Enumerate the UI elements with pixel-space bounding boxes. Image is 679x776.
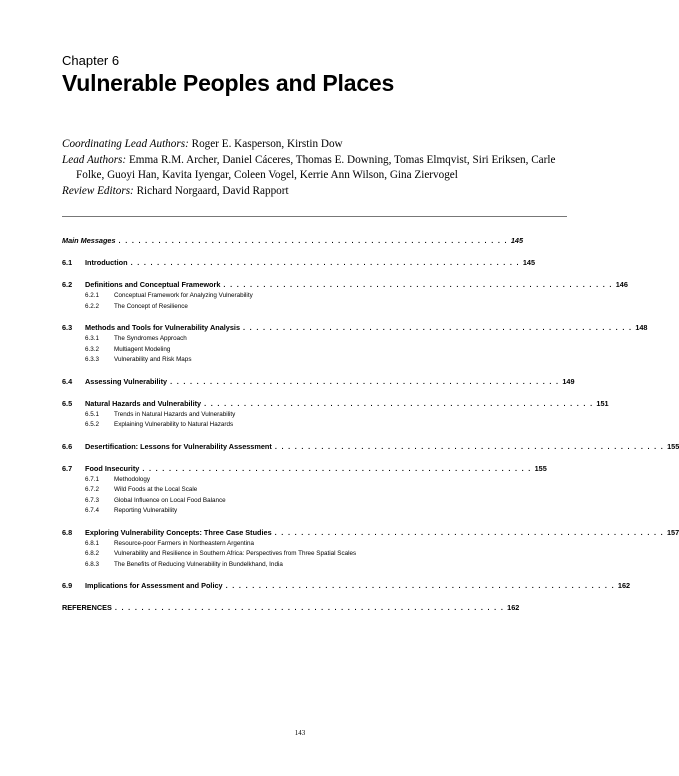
toc-subsection[interactable] (62, 355, 374, 366)
authors-block (62, 137, 574, 199)
toc-section-number: 6.3 (62, 323, 73, 332)
toc-subsection[interactable] (62, 410, 374, 421)
toc-page-number: 155 (534, 463, 547, 473)
toc-entry-section[interactable] (62, 581, 631, 592)
toc-subsection-number: 6.8.2 (85, 550, 100, 557)
toc-subsection[interactable] (62, 334, 374, 345)
toc-page-number: 148 (635, 323, 648, 332)
toc-group (62, 441, 679, 453)
toc-dot-leader: . . . . . . . . . . . . . . . . . . . . . . . . . . . . . . . . . . . . . . . . . . . . . . . . . . . . . . . . . . . (204, 398, 594, 408)
toc-subsection[interactable] (62, 345, 374, 356)
toc-dot-leader: . . . . . . . . . . . . . . . . . . . . . . . . . . . . . . . . . . . . . . . . . . . . . . . . . . . . . . . . . . . (142, 463, 532, 473)
toc-subsection-number: 6.3.3 (85, 356, 100, 363)
toc-group (62, 280, 628, 312)
toc-entry-title: Main Messages (62, 236, 116, 245)
toc-entry-title: Desertification: Lessons for Vulnerability Assessment (85, 441, 272, 451)
toc-subsection[interactable] (62, 485, 374, 496)
page-number: 143 (294, 729, 306, 737)
toc-subsection-title: Trends in Natural Hazards and Vulnerability (114, 410, 236, 418)
toc-entry-main-messages[interactable] (62, 236, 524, 247)
toc-subsection-number: 6.5.2 (85, 421, 100, 428)
toc-page-number: 145 (522, 258, 536, 267)
toc-dot-leader: . . . . . . . . . . . . . . . . . . . . . . . . . . . . . . . . . . . . . . . . . . . . . . . . . . . . . . . . . . . (243, 323, 633, 332)
toc-dot-leader: . . . . . . . . . . . . . . . . . . . . . . . . . . . . . . . . . . . . . . . . . . . . . . . . . . . . . . . . . . . (274, 527, 664, 537)
toc-group (62, 236, 524, 247)
toc-subsection-title: Methodology (114, 475, 151, 483)
toc-subsection-number: 6.3.1 (85, 335, 100, 342)
toc-entry-section[interactable] (62, 258, 536, 269)
toc-page-number: 155 (667, 441, 679, 451)
review-names: Richard Norgaard, David Rapport (136, 184, 289, 197)
toc-entry-section[interactable] (62, 323, 648, 334)
toc-subsection-number: 6.8.1 (85, 539, 100, 547)
toc-page-number: 145 (510, 236, 524, 245)
toc-entry-section[interactable] (62, 463, 547, 475)
toc-dot-leader: . . . . . . . . . . . . . . . . . . . . . . . . . . . . . . . . . . . . . . . . . . . . . . . . . . . . . . . . . . . (274, 441, 665, 451)
chapter-label: Chapter 6 (62, 53, 120, 68)
toc-dot-leader: . . . . . . . . . . . . . . . . . . . . . . . . . . . . . . . . . . . . . . . . . . . . . . . . . . . . . . . . . . . (225, 581, 615, 590)
toc-subsection-title: Global Influence on Local Food Balance (114, 496, 226, 504)
toc-entry-section[interactable] (62, 398, 609, 410)
toc-group (62, 603, 520, 614)
toc-entry-title: Methods and Tools for Vulnerability Analysis (85, 323, 241, 332)
toc-subsection-number: 6.2.2 (85, 302, 100, 310)
toc-dot-leader: . . . . . . . . . . . . . . . . . . . . . . . . . . . . . . . . . . . . . . . . . . . . . . . . . . . . . . . . . . . (114, 603, 505, 612)
toc-subsection-number: 6.7.4 (85, 507, 100, 514)
toc-group (62, 463, 547, 517)
lead-authors (62, 153, 574, 184)
toc-section-number: 6.7 (62, 463, 73, 473)
toc-page-number: 162 (617, 581, 631, 590)
toc-subsection-title: Wild Foods at the Local Scale (114, 486, 198, 493)
toc-entry-title: Exploring Vulnerability Concepts: Three Case Studies (85, 527, 272, 537)
toc-subsection[interactable] (62, 420, 374, 431)
toc-subsection-title: The Benefits of Reducing Vulnerability in Bundelkhand, India (114, 560, 283, 568)
toc-group (62, 323, 648, 366)
table-of-contents (62, 236, 679, 625)
coordinating-authors (62, 137, 574, 153)
toc-entry-title: Implications for Assessment and Policy (85, 581, 223, 590)
toc-dot-leader: . . . . . . . . . . . . . . . . . . . . . . . . . . . . . . . . . . . . . . . . . . . . . . . . . . . . . . . . . . . (130, 258, 520, 267)
toc-group (62, 527, 679, 571)
toc-subsection[interactable] (62, 549, 374, 560)
toc-subsection-title: Explaining Vulnerability to Natural Hazards (114, 421, 234, 428)
toc-dot-leader: . . . . . . . . . . . . . . . . . . . . . . . . . . . . . . . . . . . . . . . . . . . . . . . . . . . . . . . . . . . (118, 236, 508, 245)
toc-entry-section[interactable] (62, 376, 575, 388)
toc-subsection-number: 6.7.1 (85, 475, 100, 483)
toc-entry-section[interactable] (62, 280, 628, 291)
toc-subsection-title: The Syndromes Approach (114, 335, 187, 342)
toc-subsection[interactable] (62, 302, 374, 313)
toc-subsection[interactable] (62, 560, 374, 571)
toc-subsection-number: 6.2.1 (85, 292, 100, 299)
toc-group (62, 581, 631, 592)
toc-dot-leader: . . . . . . . . . . . . . . . . . . . . . . . . . . . . . . . . . . . . . . . . . . . . . . . . . . . . . . . . . . . (223, 280, 613, 289)
toc-group (62, 398, 609, 431)
toc-page-number: 146 (615, 280, 628, 289)
toc-group (62, 376, 575, 388)
toc-group (62, 258, 536, 269)
review-editors (62, 184, 574, 200)
toc-entry-title: Natural Hazards and Vulnerability (85, 398, 202, 408)
toc-section-number: 6.4 (62, 376, 73, 386)
divider-rule (62, 216, 567, 217)
review-label: Review Editors: (62, 184, 134, 197)
toc-section-number: 6.9 (62, 581, 73, 590)
toc-section-number: 6.6 (62, 441, 73, 451)
toc-page-number: 151 (596, 398, 609, 408)
lead-label: Lead Authors: (62, 153, 127, 166)
toc-entry-section[interactable] (62, 441, 679, 453)
toc-subsection-title: Resource-poor Farmers in Northeastern Argentina (114, 539, 254, 547)
toc-subsection[interactable] (62, 291, 374, 302)
toc-subsection[interactable] (62, 506, 374, 517)
chapter-title: Vulnerable Peoples and Places (62, 70, 395, 96)
toc-subsection[interactable] (62, 475, 374, 486)
lead-names: Emma R.M. Archer, Daniel Cáceres, Thomas E. Downing, Tomas Elmqvist, Siri Eriksen, Carle Folke, Guoyi Han, Kavita Iyengar, Coleen Vogel, Kerrie Ann Wilson, Gina Ziervogel (76, 153, 556, 181)
toc-page-number: 157 (666, 527, 679, 537)
toc-subsection-number: 6.5.1 (85, 410, 100, 418)
toc-subsection-title: The Concept of Resilience (114, 302, 188, 310)
toc-entry-title: REFERENCES (62, 603, 112, 612)
toc-subsection-number: 6.3.2 (85, 345, 100, 353)
coordinating-names: Roger E. Kasperson, Kirstin Dow (191, 138, 343, 150)
toc-dot-leader: . . . . . . . . . . . . . . . . . . . . . . . . . . . . . . . . . . . . . . . . . . . . . . . . . . . . . . . . . . . (170, 376, 560, 386)
toc-page-number: 149 (562, 376, 575, 386)
toc-subsection-number: 6.8.3 (85, 560, 100, 568)
coordinating-label: Coordinating Lead Authors: (62, 138, 189, 150)
toc-subsection-number: 6.7.2 (85, 486, 100, 493)
toc-entry-references[interactable] (62, 603, 520, 614)
toc-entry-title: Definitions and Conceptual Framework (85, 280, 221, 289)
toc-subsection[interactable] (62, 539, 374, 550)
toc-entry-title: Introduction (85, 258, 128, 267)
toc-subsection-title: Multiagent Modeling (114, 345, 171, 353)
toc-subsection-title: Vulnerability and Risk Maps (114, 356, 192, 363)
toc-section-number: 6.5 (62, 398, 73, 408)
toc-section-number: 6.8 (62, 527, 73, 537)
toc-section-number: 6.2 (62, 280, 73, 289)
toc-entry-title: Food Insecurity (85, 463, 140, 473)
toc-subsection-title: Vulnerability and Resilience in Southern Africa: Perspectives from Three Spatial Scales (114, 550, 357, 557)
toc-subsection[interactable] (62, 496, 374, 507)
toc-subsection-title: Reporting Vulnerability (114, 507, 178, 514)
toc-page-number: 162 (507, 603, 520, 612)
toc-subsection-number: 6.7.3 (85, 496, 100, 504)
toc-entry-section[interactable] (62, 527, 679, 539)
toc-subsection-title: Conceptual Framework for Analyzing Vulnerability (114, 292, 253, 299)
toc-section-number: 6.1 (62, 258, 73, 267)
toc-entry-title: Assessing Vulnerability (85, 376, 168, 386)
